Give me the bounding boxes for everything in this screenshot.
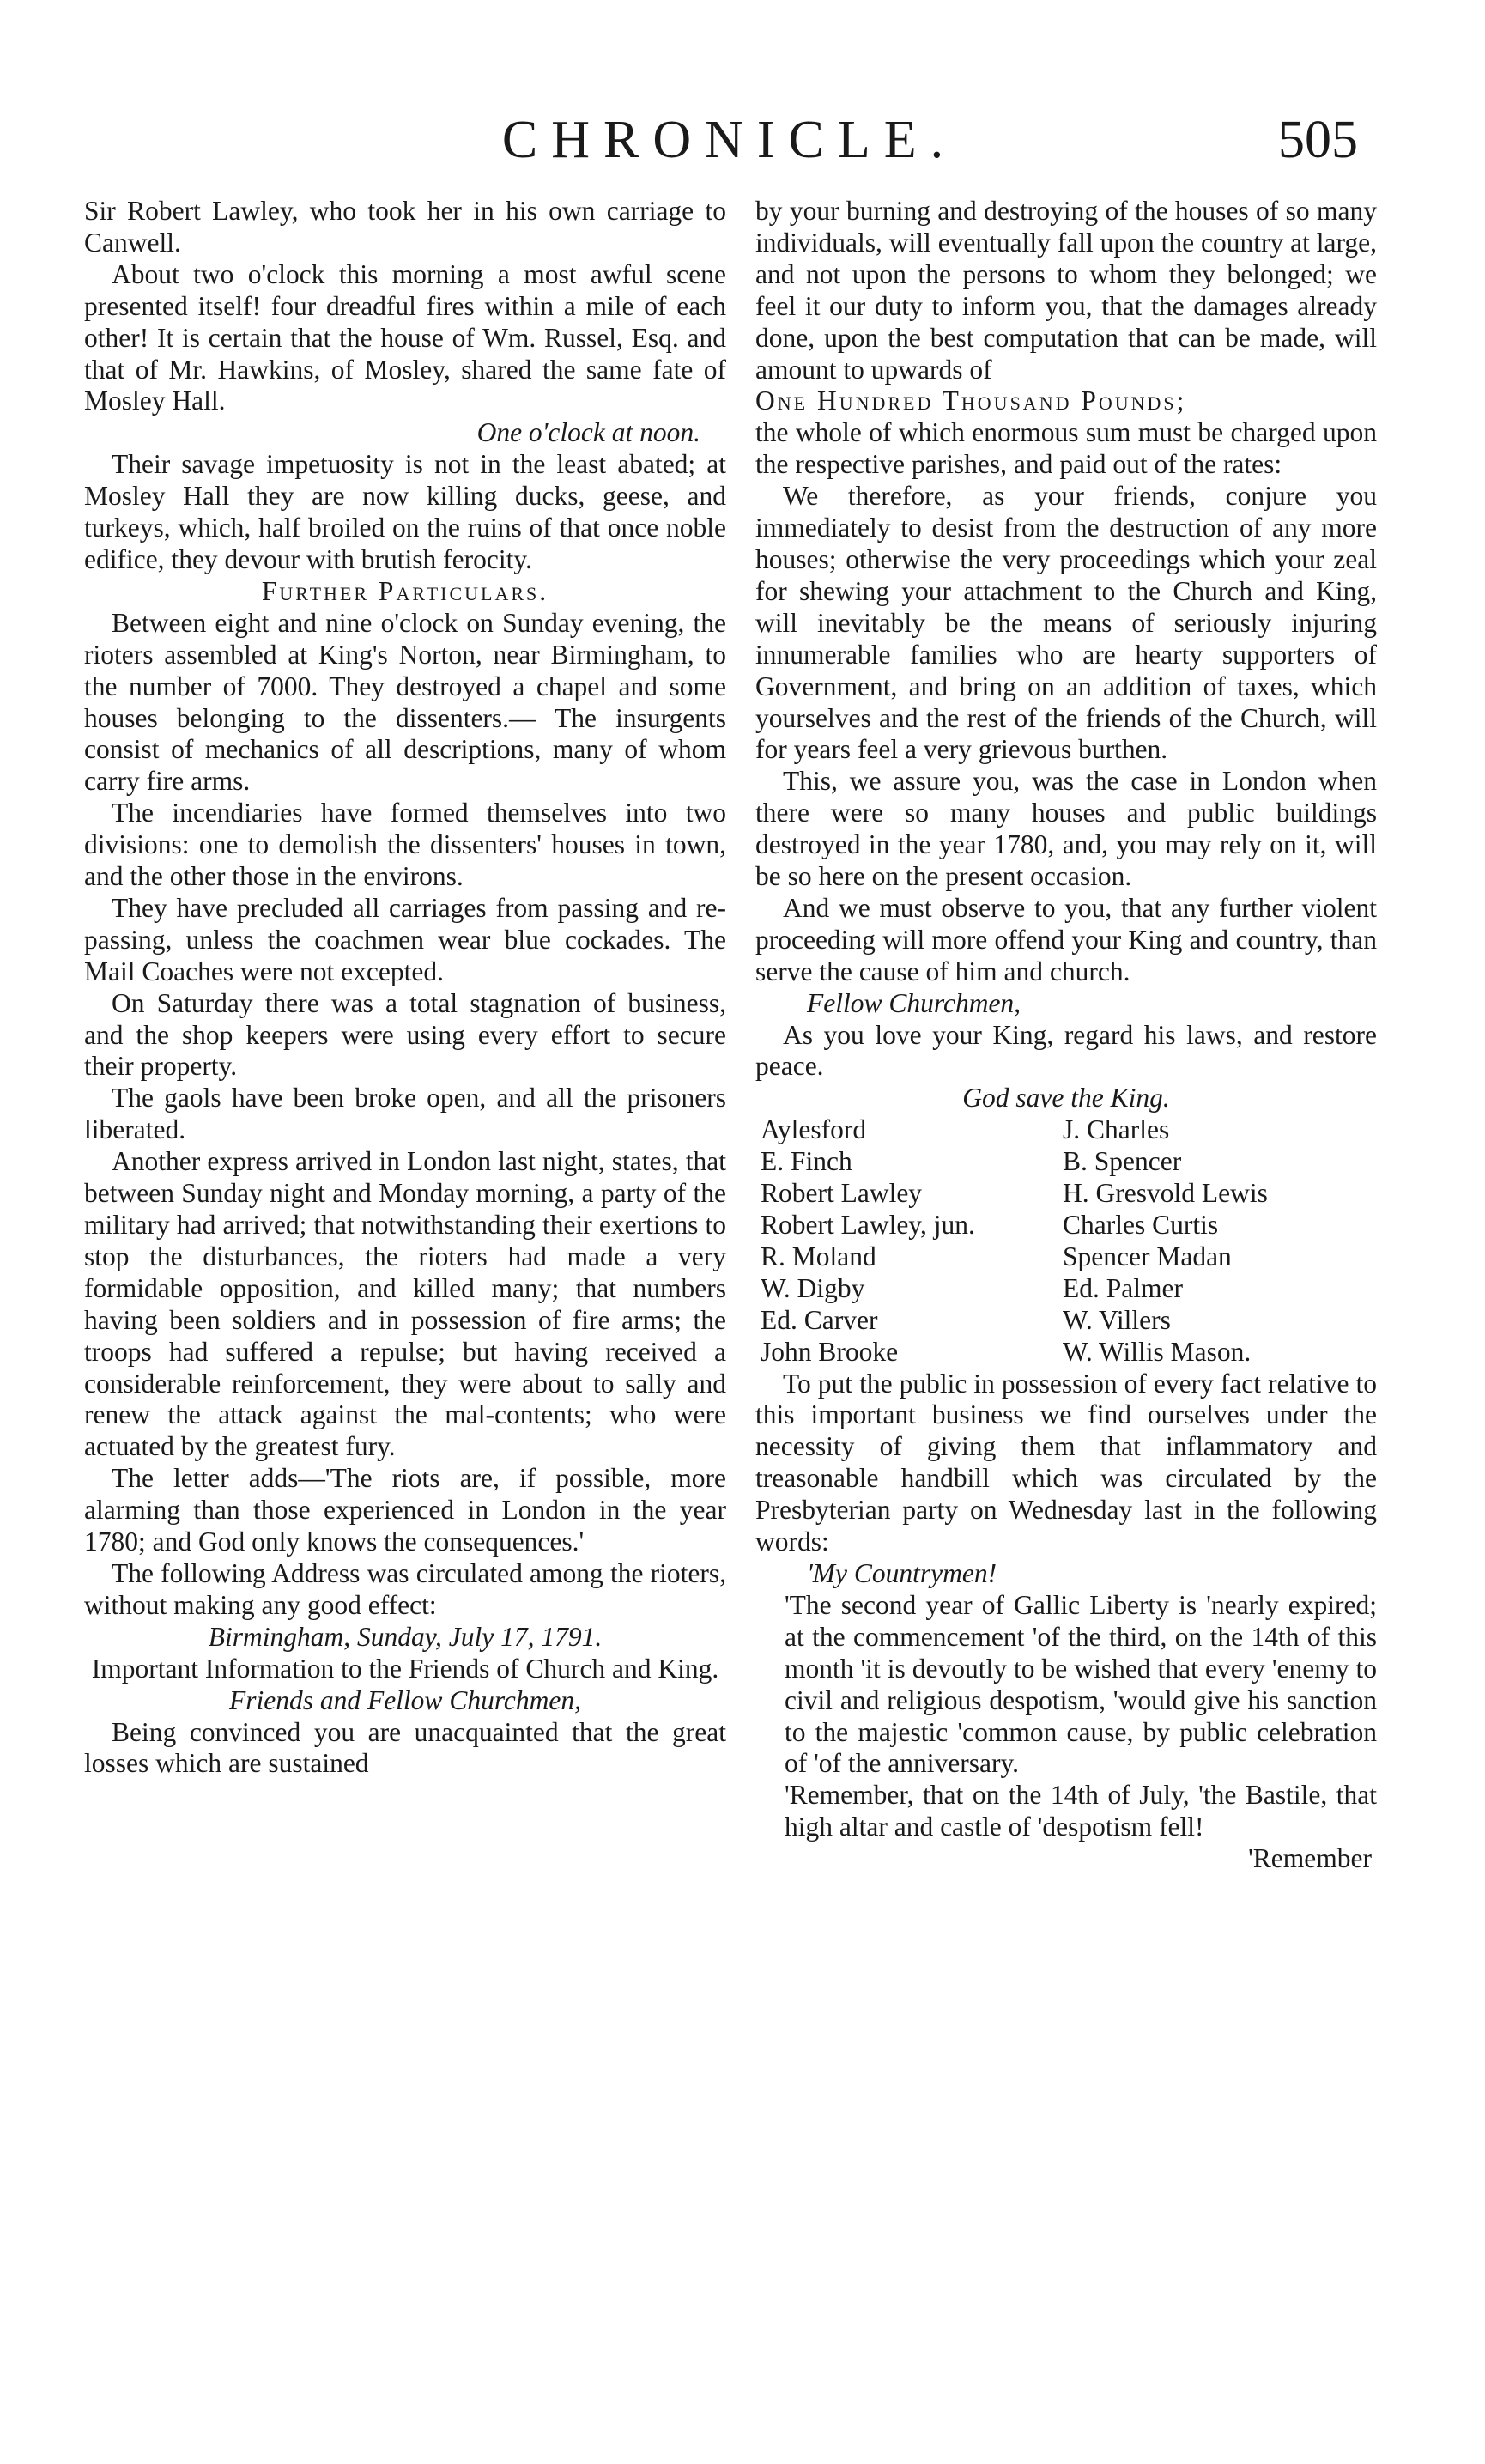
paragraph: Between eight and nine o'clock on Sunday evening, the rioters assembled at King's Norton, near Birmingham, to the number of 7000. They destroyed a chapel and some houses belonging to the dissenters.— The insurgents consist of mechanics of all descriptions, many of whom carry fire arms.: [84, 607, 726, 797]
signatory-name: J. Charles: [1063, 1114, 1170, 1145]
paragraph: The incendiaries have formed themselves into two divisions: one to demolish the dissenters' houses in town, and the other those in the environs.: [84, 798, 726, 892]
signatory-name: Charles Curtis: [1063, 1210, 1219, 1240]
paragraph: On Saturday there was a total stagnation of business, and the shop keepers were using every effort to secure their property.: [84, 987, 726, 1082]
paragraph: The letter adds—'The riots are, if possible, more alarming than those experienced in London in the year 1780; and God only knows the consequences.': [84, 1463, 726, 1557]
signatory-name: W. Willis Mason.: [1063, 1336, 1252, 1367]
dateline: One o'clock at noon.: [476, 417, 700, 448]
catchword: 'Remember: [1248, 1843, 1372, 1874]
paragraph: Birmingham, Sunday, July 17, 1791.: [208, 1621, 603, 1652]
signatory-name: Aylesford: [761, 1114, 867, 1145]
paragraph: Friends and Fellow Churchmen,: [228, 1684, 582, 1715]
paragraph: They have precluded all carriages from passing and re-passing, unless the coachmen wear blue cockades. The Mail Coaches were not excepted.: [84, 892, 726, 986]
signatory-name: Ed. Carver: [761, 1304, 878, 1335]
left-column: [84, 196, 726, 1780]
page-number: 505: [1278, 111, 1358, 169]
paragraph: And we must observe to you, that any further violent proceeding will more offend your King and country, than serve the cause of him and church.: [755, 892, 1377, 986]
paragraph: The following Address was circulated among the rioters, without making any good effect:: [84, 1557, 726, 1620]
signatory-name: R. Moland: [761, 1241, 876, 1271]
paragraph: Fellow Churchmen,: [807, 987, 1021, 1018]
quoted-passage: 'Remember, that on the 14th of July, 'the Bastile, that high altar and castle of 'despotism fell!: [785, 1780, 1377, 1842]
paragraph: To put the public in possession of every fact relative to this important business we find ourselves under the necessity of giving them that inflammatory and treasonable handbill which was circulated by the Presbyterian party on Wednesday last in the following words:: [755, 1368, 1377, 1557]
signatory-name: H. Gresvold Lewis: [1063, 1178, 1268, 1209]
paragraph: Sir Robert Lawley, who took her in his own carriage to Canwell.: [84, 196, 726, 258]
signatory-name: Robert Lawley, jun.: [761, 1210, 975, 1240]
signatory-name: W. Villers: [1063, 1304, 1171, 1335]
running-head-title: CHRONICLE.: [501, 111, 958, 169]
paragraph: 'My Countrymen!: [807, 1557, 997, 1588]
paragraph: Another express arrived in London last night, states, that between Sunday night and Monday morning, a party of the military had arrived; that notwithstanding their exertions to stop the disturbances, the rioters had made a very formidable opposition, and killed many; that numbers having been soldiers and in possession of fire arms; the troops had suffered a repulse; but having received a considerable reinforcement, they were about to sally and renew the attack against the mal-contents; who were actuated by the greatest fury.: [84, 1146, 726, 1462]
signatory-name: Robert Lawley: [761, 1178, 923, 1209]
signatory-name: Spencer Madan: [1063, 1241, 1232, 1271]
paragraph: About two o'clock this morning a most awful scene presented itself! four dreadful fires within a mile of each other! It is certain that the house of Wm. Russel, Esq. and that of Mr. Hawkins, of Mosley, shared the same fate of Mosley Hall.: [84, 258, 726, 416]
paragraph: The gaols have been broke open, and all the prisoners liberated.: [84, 1083, 726, 1145]
paragraph: the whole of which enormous sum must be charged upon the respective parishes, and paid out of the rates:: [755, 417, 1377, 480]
signatory-name: B. Spencer: [1063, 1146, 1182, 1177]
section-heading: Further Particulars.: [261, 575, 549, 606]
paragraph: This, we assure you, was the case in London when there were so many houses and public buildings destroyed in the year 1780, and, you may rely on it, will be so here on the present occasion.: [755, 766, 1377, 892]
signatory-list: [755, 1114, 1377, 1368]
signatory-name: John Brooke: [761, 1336, 899, 1367]
paragraph: As you love your King, regard his laws, and restore peace.: [755, 1019, 1377, 1082]
paragraph: Being convinced you are unacquainted that the great losses which are sustained: [84, 1716, 726, 1779]
right-column: [755, 196, 1377, 1875]
signatory-name: W. Digby: [761, 1272, 865, 1303]
paragraph: Their savage impetuosity is not in the least abated; at Mosley Hall they are now killing ducks, geese, and turkeys, which, half broiled on the ruins of that once noble edifice, they devour with brutish ferocity.: [84, 449, 726, 574]
signatory-name: E. Finch: [761, 1146, 852, 1177]
address-heading: Important Information to the Friends of Church and King.: [91, 1653, 719, 1684]
paragraph: God save the King.: [962, 1083, 1170, 1114]
sum-heading: One Hundred Thousand Pounds;: [755, 385, 1187, 416]
paragraph: by your burning and destroying of the houses of so many individuals, will eventually fall upon the country at large, and not upon the persons to whom they belonged; we feel it our duty to inform you, that the damages already done, upon the best computation that can be made, will amount to upwards of: [755, 196, 1377, 385]
paragraph: We therefore, as your friends, conjure you immediately to desist from the destruction of any more houses; otherwise the very proceedings which your zeal for shewing your attachment to the Church and King, will inevitably be the means of seriously injuring innumerable families who are hearty supporters of Government, and bring on an addition of taxes, which yourselves and the rest of the friends of the Church, will for years feel a very grievous burthen.: [755, 481, 1377, 765]
quoted-passage: 'The second year of Gallic Liberty is 'nearly expired; at the commencement 'of the third, on the 14th of this month 'it is devoutly to be wished that every 'enemy to civil and religious despotism, 'would give his sanction to the majestic 'common cause, by public celebration of 'of the anniversary.: [785, 1589, 1377, 1779]
signatory-name: Ed. Palmer: [1063, 1272, 1183, 1303]
